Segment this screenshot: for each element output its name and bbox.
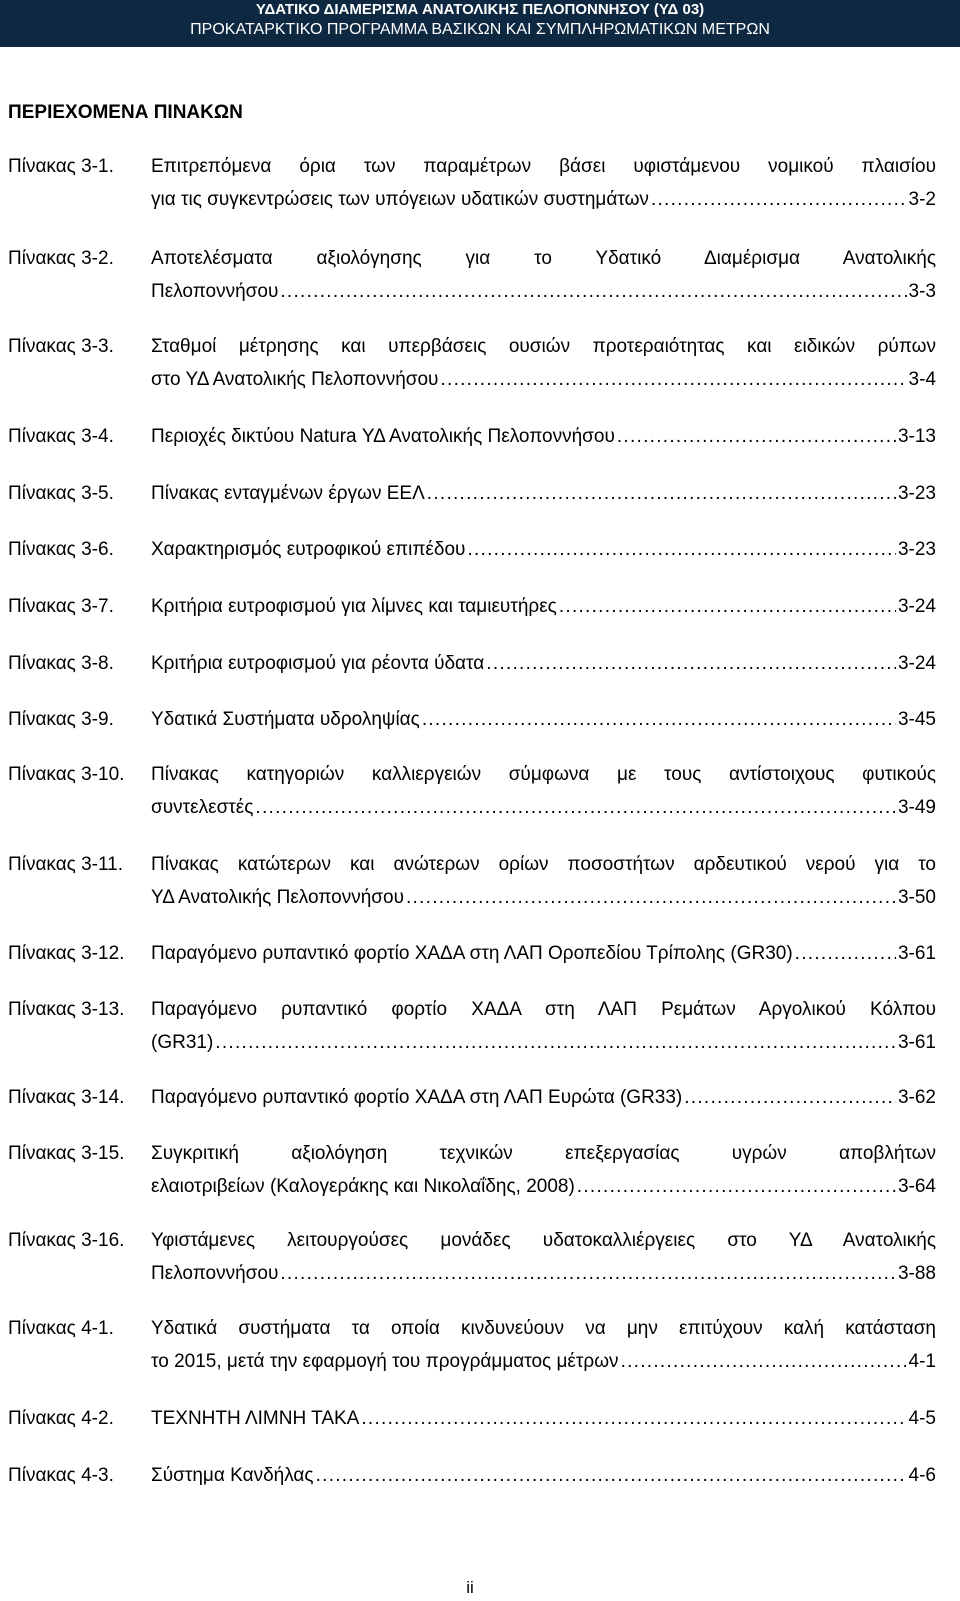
dot-leader <box>684 1081 896 1114</box>
caption-line-1: Υδατικά συστήματα τα οποία κινδυνεύουν να μην επιτύχουν καλή κατάσταση <box>151 1318 936 1339</box>
table-caption <box>151 590 936 623</box>
page-reference: 3-64 <box>897 1176 936 1197</box>
table-number: Πίνακας 3-6. <box>8 539 114 560</box>
caption-line-1: Υδατικά Συστήματα υδροληψίας <box>151 709 420 730</box>
dot-leader <box>486 647 896 680</box>
page-reference: 3-49 <box>897 797 936 818</box>
caption-line-2: ελαιοτριβείων (Καλογεράκης και Νικολαΐδης, 2008) <box>151 1176 575 1197</box>
caption-line-2: το 2015, μετά την εφαρμογή του προγράμματος μέτρων <box>151 1351 619 1372</box>
table-number: Πίνακας 3-13. <box>8 999 125 1020</box>
table-caption <box>151 533 936 566</box>
header-subtitle: ΠΡΟΚΑΤΑΡΚΤΙΚΟ ΠΡΟΓΡΑΜΜΑ ΒΑΣΙΚΩΝ ΚΑΙ ΣΥΜΠΛΗΡΩΜΑΤΙΚΩΝ ΜΕΤΡΩΝ <box>190 21 770 38</box>
dot-leader <box>361 1402 906 1435</box>
page-reference: 3-23 <box>897 483 936 504</box>
page-reference: 4-1 <box>908 1351 936 1372</box>
table-number: Πίνακας 3-3. <box>8 336 114 357</box>
caption-line-1: Σταθμοί μέτρησης και υπερβάσεις ουσιών προτεραιότητας και ειδικών ρύπων <box>151 336 936 357</box>
dot-leader <box>651 183 907 216</box>
caption-line-1: Συγκριτική αξιολόγηση τεχνικών επεξεργασίας υγρών αποβλήτων <box>151 1143 936 1164</box>
table-number: Πίνακας 3-1. <box>8 156 114 177</box>
table-caption <box>151 1224 936 1290</box>
document-header <box>0 0 960 47</box>
dot-leader <box>467 533 896 566</box>
table-number: Πίνακας 3-9. <box>8 709 114 730</box>
dot-leader <box>440 363 906 396</box>
page-reference: 3-4 <box>908 369 936 390</box>
table-caption <box>151 1459 936 1492</box>
table-caption <box>151 1081 936 1114</box>
header-title: ΥΔΑΤΙΚΟ ΔΙΑΜΕΡΙΣΜΑ ΑΝΑΤΟΛΙΚΗΣ ΠΕΛΟΠΟΝΝΗΣΟΥ (ΥΔ 03) <box>255 1 705 18</box>
page-number: ii <box>466 1578 474 1597</box>
dot-leader <box>427 477 896 510</box>
caption-line-2: (GR31) <box>151 1032 214 1053</box>
table-number: Πίνακας 4-3. <box>8 1465 114 1486</box>
dot-leader <box>559 590 896 623</box>
page-reference: 3-23 <box>897 539 936 560</box>
dot-leader <box>280 275 906 308</box>
dot-leader <box>316 1459 907 1492</box>
page-reference: 4-5 <box>908 1408 936 1429</box>
page-reference: 3-61 <box>897 943 936 964</box>
page-reference: 4-6 <box>908 1465 936 1486</box>
dot-leader <box>617 420 896 453</box>
caption-line-1: Παραγόμενο ρυπαντικό φορτίο ΧΑΔΑ στη ΛΑΠ Ρεμάτων Αργολικού Κόλπου <box>151 999 936 1020</box>
caption-line-1: Παραγόμενο ρυπαντικό φορτίο ΧΑΔΑ στη ΛΑΠ Οροπεδίου Τρίπολης (GR30) <box>151 943 793 964</box>
table-caption <box>151 758 936 824</box>
caption-line-1: Αποτελέσματα αξιολόγησης για το Υδατικό Διαμέρισμα Ανατολικής <box>151 248 936 269</box>
table-caption <box>151 647 936 680</box>
table-number: Πίνακας 3-16. <box>8 1230 125 1251</box>
page-reference: 3-24 <box>897 596 936 617</box>
dot-leader <box>795 937 896 970</box>
table-number: Πίνακας 3-2. <box>8 248 114 269</box>
dot-leader <box>215 1026 896 1059</box>
table-number: Πίνακας 3-7. <box>8 596 114 617</box>
table-number: Πίνακας 3-8. <box>8 653 114 674</box>
caption-line-2: στο ΥΔ Ανατολικής Πελοποννήσου <box>151 369 439 390</box>
table-number: Πίνακας 3-4. <box>8 426 114 447</box>
table-number: Πίνακας 4-2. <box>8 1408 114 1429</box>
table-caption <box>151 477 936 510</box>
table-caption <box>151 150 936 216</box>
caption-line-1: Πίνακας κατηγοριών καλλιεργειών σύμφωνα με τους αντίστοιχους φυτικούς <box>151 764 936 785</box>
section-title: ΠΕΡΙΕΧΟΜΕΝΑ ΠΙΝΑΚΩΝ <box>8 102 243 123</box>
table-number: Πίνακας 3-11. <box>8 854 124 875</box>
caption-line-1: Πίνακας κατώτερων και ανώτερων ορίων ποσοστήτων αρδευτικού νερού για το <box>151 854 936 875</box>
table-caption <box>151 703 936 736</box>
caption-line-2: Πελοποννήσου <box>151 281 279 302</box>
page-reference: 3-2 <box>908 189 936 210</box>
dot-leader <box>255 791 896 824</box>
caption-line-1: ΤΕΧΝΗΤΗ ΛΙΜΝΗ ΤΑΚΑ <box>151 1408 360 1429</box>
table-caption <box>151 1137 936 1203</box>
caption-line-1: Κριτήρια ευτροφισμού για λίμνες και ταμιευτήρες <box>151 596 557 617</box>
caption-line-1: Περιοχές δικτύου Natura ΥΔ Ανατολικής Πελοποννήσου <box>151 426 615 447</box>
table-number: Πίνακας 4-1. <box>8 1318 114 1339</box>
caption-line-2: ΥΔ Ανατολικής Πελοποννήσου <box>151 887 404 908</box>
table-caption <box>151 937 936 970</box>
table-caption <box>151 1312 936 1378</box>
page-reference: 3-13 <box>897 426 936 447</box>
caption-line-1: Πίνακας ενταγμένων έργων ΕΕΛ <box>151 483 425 504</box>
page-reference: 3-88 <box>897 1263 936 1284</box>
dot-leader <box>280 1257 896 1290</box>
caption-line-2: για τις συγκεντρώσεις των υπόγειων υδατικών συστημάτων <box>151 189 649 210</box>
page-reference: 3-62 <box>897 1087 936 1108</box>
caption-line-1: Παραγόμενο ρυπαντικό φορτίο ΧΑΔΑ στη ΛΑΠ Ευρώτα (GR33) <box>151 1087 683 1108</box>
table-number: Πίνακας 3-14. <box>8 1087 125 1108</box>
page-reference: 3-24 <box>897 653 936 674</box>
caption-line-2: συντελεστές <box>151 797 254 818</box>
table-number: Πίνακας 3-12. <box>8 943 125 964</box>
table-caption <box>151 993 936 1059</box>
table-number: Πίνακας 3-10. <box>8 764 125 785</box>
table-caption <box>151 242 936 308</box>
dot-leader <box>422 703 896 736</box>
table-caption <box>151 330 936 396</box>
dot-leader <box>621 1345 907 1378</box>
caption-line-1: Επιτρεπόμενα όρια των παραμέτρων βάσει υφιστάμενου νομικού πλαισίου <box>151 156 936 177</box>
dot-leader <box>577 1170 896 1203</box>
page-reference: 3-50 <box>897 887 936 908</box>
page-reference: 3-45 <box>897 709 936 730</box>
table-caption <box>151 848 936 914</box>
page-reference: 3-3 <box>908 281 936 302</box>
table-number: Πίνακας 3-15. <box>8 1143 125 1164</box>
dot-leader <box>406 881 896 914</box>
caption-line-1: Υφιστάμενες λειτουργούσες μονάδες υδατοκαλλιέργειες στο ΥΔ Ανατολικής <box>151 1230 936 1251</box>
table-caption <box>151 1402 936 1435</box>
caption-line-1: Χαρακτηρισμός ευτροφικού επιπέδου <box>151 539 466 560</box>
table-number: Πίνακας 3-5. <box>8 483 114 504</box>
caption-line-1: Κριτήρια ευτροφισμού για ρέοντα ύδατα <box>151 653 485 674</box>
table-caption <box>151 420 936 453</box>
page-reference: 3-61 <box>897 1032 936 1053</box>
caption-line-1: Σύστημα Κανδήλας <box>151 1465 314 1486</box>
caption-line-2: Πελοποννήσου <box>151 1263 279 1284</box>
